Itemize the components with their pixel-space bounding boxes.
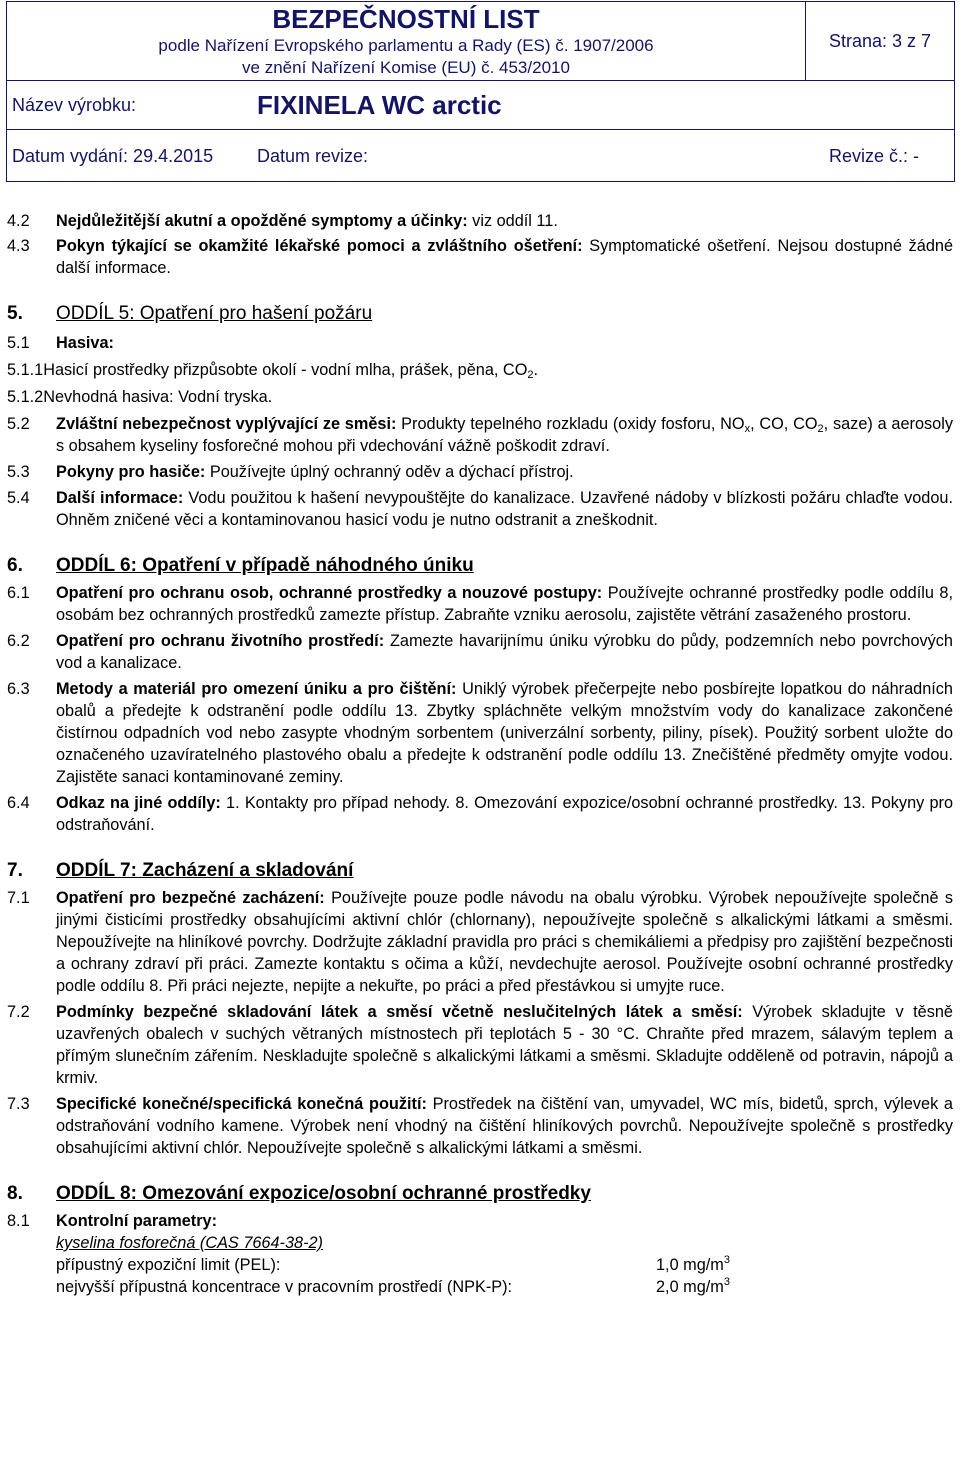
item-heading: Další informace: [56,489,184,507]
item-text [56,1093,953,1159]
item-5-2 [7,413,953,457]
regulation-line-1: podle Nařízení Evropského parlamentu a Rady (ES) č. 1907/2006 [158,36,654,55]
item-text: Nevhodná hasiva: Vodní tryska. [43,388,273,406]
item-number: 6.1 [7,584,30,602]
item-body: Používejte úplný ochranný oděv a dýchací přístroj. [205,463,574,481]
item-text [56,630,953,674]
product-name: FIXINELA WC arctic [257,90,502,120]
item-8-1 [7,1210,953,1232]
revision-number: Revize č.: - [829,146,920,166]
npk-label: nejvyšší přípustná koncentrace v pracovním prostředí (NPK-P): [56,1278,513,1296]
item-4-3 [7,235,953,279]
item-number: 7.2 [7,1003,30,1021]
section-8-heading [7,1181,953,1207]
product-label: Název výrobku: [12,95,137,115]
revision-date-label: Datum revize: [257,146,369,166]
item-body-end: . [533,361,539,379]
item-5-1-1 [7,359,953,381]
item-heading: Opatření pro ochranu životního prostředí: [56,632,385,650]
item-text [56,1210,953,1232]
item-5-1 [7,332,953,354]
item-number: 5.1.1 [7,361,44,379]
item-6-2 [7,630,953,674]
item-body: , saze) a aerosoly s obsahem kyseliny fosforečné mohou při vdechování vážně poškodit zdraví. [56,415,953,455]
item-body: Výrobek skladujte v těsně uzavřených obalech v suchých větraných místnostech při teplotách 5 - 30 °C. Chraňte před mrazem, sálavým teplem a přímým slunečním zářením. Neskladujte společně s alkalickými látkami a směsmi. Skladujte odděleně od potravin, nápojů a krmiv. [56,1003,953,1087]
item-body: Hasicí prostředky přizpůsobte okolí - vodní mlha, prášek, pěna, CO [43,361,528,379]
item-number: 8.1 [7,1212,30,1230]
item-heading: Pokyny pro hasiče: [56,463,206,481]
pel-value [656,1254,730,1276]
subscript: x [744,423,751,435]
item-body: Zamezte havarijnímu úniku výrobku do půdy, podzemních nebo povrchových vod a kanalizace. [56,632,953,672]
document-title: BEZPEČNOSTNÍ LIST [272,4,540,34]
item-6-4 [7,792,953,836]
item-4-2 [7,210,953,232]
item-number: 7.3 [7,1095,30,1113]
item-7-1 [7,887,953,997]
substance-row [7,1232,953,1254]
item-5-3 [7,461,953,483]
item-body: Vodu použitou k hašení nevypouštějte do kanalizace. Uzavřené nádoby v blízkosti požáru chlaďte vodou. Ohněm zničené věci a kontaminovanou hasicí vodu je nutno odstranit a zneškodnit. [56,489,953,529]
item-text [56,678,953,788]
document-body [7,186,953,1298]
pel-value-text: 1,0 mg/m [656,1256,724,1274]
page-number: Strana: 3 z 7 [828,31,932,51]
item-heading: Nejdůležitější akutní a opožděné symptomy a účinky: [56,212,468,230]
section-number: 7. [7,860,23,881]
item-number: 6.4 [7,794,30,812]
item-body: , CO, CO [750,415,818,433]
item-heading: Metody a materiál pro omezení úniku a pro čištění: [56,680,457,698]
item-text [56,792,953,836]
item-heading: Podmínky bezpečné skladování látek a směsí včetně neslučitelných látek a směsí: [56,1003,743,1021]
item-number: 5.3 [7,463,30,481]
section-title: ODDÍL 7: Zacházení a skladování [56,860,354,881]
section-title: ODDÍL 5: Opatření pro hašení požáru [56,303,373,324]
item-number: 4.2 [7,212,30,230]
item-number: 5.2 [7,415,30,433]
item-6-1 [7,582,953,626]
item-text [56,887,953,997]
item-heading: Hasiva: [56,334,114,352]
item-number: 5.1 [7,334,30,352]
section-title: ODDÍL 8: Omezování expozice/osobní ochranné prostředky [56,1183,591,1204]
subscript: 2 [817,423,824,435]
item-body: 1. Kontakty pro případ nehody. 8. Omezování expozice/osobní ochranné prostředky. 13. Pokyny pro odstraňování. [56,794,953,834]
unit-exponent: 3 [723,1276,730,1288]
pel-label: přípustný expoziční limit (PEL): [56,1256,281,1274]
document-header [0,0,960,182]
item-6-3 [7,678,953,788]
npk-value-text: 2,0 mg/m [656,1278,724,1296]
npk-value [656,1276,730,1298]
pel-row [7,1254,953,1276]
item-body: Uniklý výrobek přečerpejte nebo posbírejte lopatkou do náhradních obalů a předejte k odstranění podle oddílu 13. Zbytky spláchněte velkým množstvím vody do kanalizace zakončené čistírnou odpadních vod nebo zasypte vhodným sorbentem (univerzální sorbenty, piliny, písek). Použitý sorbent uložte do označeného uzavíratelného plastového obalu a předejte k odstranění podle oddílu 13. Znečištěné předměty omyjte vodou. Zajistěte sanaci kontaminované zeminy. [56,680,953,786]
item-number: 5.1.2 [7,388,44,406]
item-7-2 [7,1001,953,1089]
section-number: 5. [7,303,23,324]
item-number: 7.1 [7,889,30,907]
item-5-1-2 [7,386,953,408]
item-number: 6.3 [7,680,30,698]
item-body: viz oddíl 11. [467,212,558,230]
section-7-heading [7,858,953,884]
section-6-heading [7,553,953,579]
item-body: Prostředek na čištění van, umyvadel, WC mís, bidetů, sprch, výlevek a odstraňování vodního kamene. Výrobek není vhodný na čištění hliníkových povrchů. Nepoužívejte společně s prostředky obsahujícími aktivní chlór. Nepoužívejte společně s alkalickými látkami a směsmi. [56,1095,953,1157]
item-heading: Opatření pro bezpečné zacházení: [56,889,325,907]
item-text [56,413,953,457]
item-7-3 [7,1093,953,1159]
item-text [56,461,953,483]
item-number: 5.4 [7,489,30,507]
section-title: ODDÍL 6: Opatření v případě náhodného úniku [56,555,474,576]
item-body: Produkty tepelného rozkladu (oxidy fosforu, NO [396,415,745,433]
subscript: 2 [527,369,534,381]
regulation-line-2: ve znění Nařízení Komise (EU) č. 453/2010 [242,58,570,77]
substance-name: kyselina fosforečná (CAS 7664-38-2) [56,1234,323,1252]
section-number: 8. [7,1183,23,1204]
item-body: Symptomatické ošetření. Nejsou dostupné žádné další informace. [56,237,954,277]
section-5-heading [7,301,953,327]
item-5-4 [7,487,953,531]
item-text [56,1001,953,1089]
item-text [56,487,953,531]
item-body: Používejte pouze podle návodu na obalu výrobku. Výrobek nepoužívejte společně s jinými čisticími prostředky obsahujícími aktivní chlór (chlornany), nepoužívejte společně s alkalickými látkami a směsmi. Nepoužívejte na hliníkové povrchy. Dodržujte základní pravidla pro práci s chemikáliemi a předpisy pro zajištění bezpečnosti a ochrany zdraví při práci. Zamezte kontaktu s očima a kůží, nevdechujte aerosol. Používejte osobní ochranné prostředky podle oddílu 8. Při práci nejezte, nepijte a nekuřte, po práci a před přestávkou si umyjte ruce. [56,889,953,995]
item-heading: Opatření pro ochranu osob, ochranné prostředky a nouzové postupy: [56,584,603,602]
item-text [56,332,953,354]
item-heading: Odkaz na jiné oddíly: [56,794,221,812]
item-heading: Kontrolní parametry: [56,1212,218,1230]
section-number: 6. [7,555,23,576]
item-text [56,235,953,279]
item-text [43,359,953,381]
item-heading: Zvláštní nebezpečnost vyplývající ze směsi: [56,415,397,433]
item-text [56,210,953,232]
issue-date: Datum vydání: 29.4.2015 [12,146,214,166]
item-body: Používejte ochranné prostředky podle oddílu 8, osobám bez ochranných prostředků zamezte přístup. Zabraňte vzniku aerosolu, zajistěte větrání zasaženého prostoru. [56,584,953,624]
item-text [56,582,953,626]
item-number: 6.2 [7,632,30,650]
item-heading: Specifické konečné/specifická konečná použití: [56,1095,427,1113]
item-heading: Pokyn týkající se okamžité lékařské pomoci a zvláštního ošetření: [56,237,583,255]
item-number: 4.3 [7,237,30,255]
unit-exponent: 3 [723,1254,730,1266]
npk-row [7,1276,953,1298]
